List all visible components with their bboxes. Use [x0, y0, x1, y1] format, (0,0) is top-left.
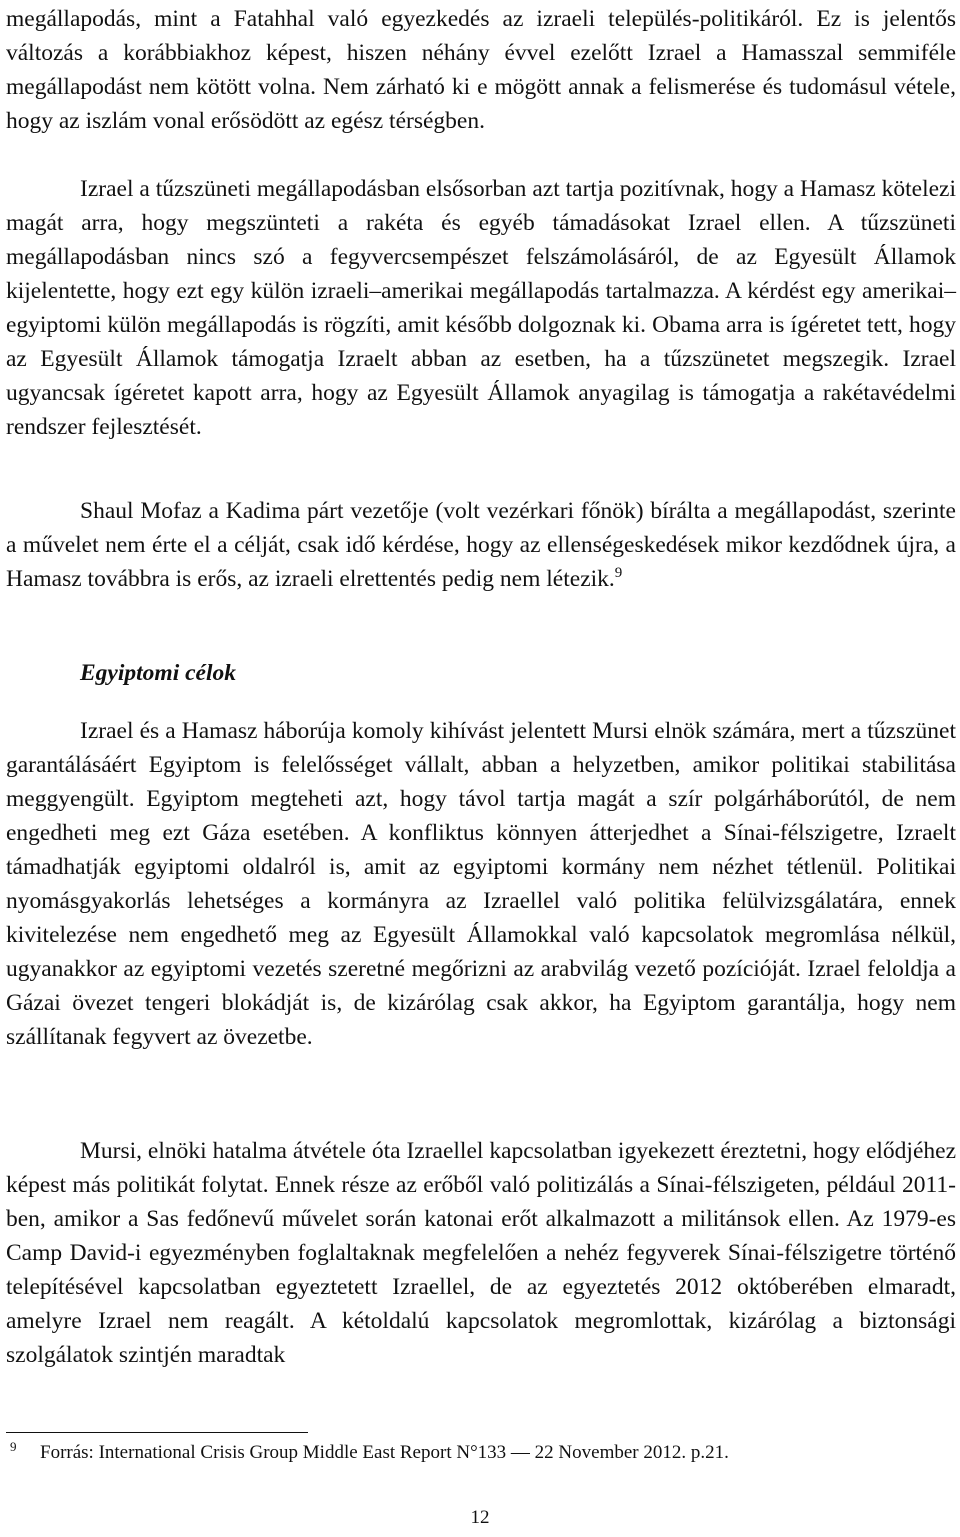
footnote-text: Forrás: International Crisis Group Middle East Report N°133 — 22 November 2012. p.21.: [40, 1442, 729, 1463]
footnote-reference: 9: [614, 565, 623, 582]
paragraph-israel-ceasefire: Izrael a tűzszüneti megállapodásban elsősorban azt tartja pozitívnak, hogy a Hamasz kötelezi magát arra, hogy megszünteti a rakéta és egyéb támadásokat Izrael ellen. A tűzszüneti megállapodásban nincs szó a fegyvercsempészet felszámolásáról, de az Egyesült Államok kijelentette, hogy ezt egy külön izraeli–amerikai megállapodás tartalmazza. A kérdést egy amerikai–egyiptomi külön megállapodás is rögzíti, amit később dolgoznak ki. Obama arra is ígéretet tett, hogy az Egyesült Államok támogatja Izraelt abban az esetben, ha a tűzszünetet megszegik. Izrael ugyancsak ígéretet kapott arra, hogy az Egyesült Államok anyagilag is támogatja a rakétavédelmi rendszer fejlesztését.: [6, 176, 956, 440]
paragraph-mofaz-criticism: [6, 494, 956, 596]
footnote-number: 9: [10, 1439, 17, 1454]
paragraph-mofaz-text: Shaul Mofaz a Kadima párt vezetője (volt vezérkari főnök) bírálta a megállapodást, szerinte a művelet nem érte el a célját, csak idő kérdése, hogy az ellenségeskedések mikor kezdődnek újra, a Hamasz továbbra is erős, az izraeli elrettentés pedig nem létezik.: [6, 498, 956, 592]
page-number: 12: [470, 1507, 490, 1528]
paragraph-mursi-policy: Mursi, elnöki hatalma átvétele óta Izraellel kapcsolatban igyekezett éreztetni, hogy elődjéhez képest más politikát folytat. Ennek része az erőből való politizálás a Sínai-félszigeten, például 2011-ben, amikor a Sas fedőnevű művelet során katonai erőt alkalmazott a militánsok ellen. Az 1979-es Camp David-i egyezményben foglaltaknak megfelelően a nehéz fegyverek Sínai-félszigetre történő telepítésével kapcsolatban egyeztetett Izraellel, de az egyeztetés 2012 októberében elmaradt, amelyre Izrael nem reagált. A kétoldalú kapcsolatok megromlottak, kizárólag a biztonsági szolgálatok szintjén maradtak: [6, 1138, 956, 1368]
footnote-separator: [6, 1432, 308, 1433]
paragraph-egypt-challenge: Izrael és a Hamasz háborúja komoly kihívást jelentett Mursi elnök számára, mert a tűzszünet garantálásáért Egyiptom is felelősséget vállalt, abban a helyzetben, amikor politikai stabilitása meggyengült. Egyiptom megteheti azt, hogy távol tartja magát a szír polgárháborútól, de nem engedheti meg ezt Gáza esetében. A konfliktus könnyen átterjedhet a Sínai-félszigetre, Izraelt támadhatják egyiptomi oldalról is, amit az egyiptomi kormány nem nézhet tétlenül. Politikai nyomásgyakorlás lehetséges a kormányra az Izraellel való politika felülvizsgálatára, ennek kivitelezése nem engedhető meg az Egyesült Államokkal való kapcsolatok megromlása nélkül, ugyanakkor az egyiptomi vezetés szeretné megőrizni az arabvilág vezető pozícióját. Izrael feloldja a Gázai övezet tengeri blokádját is, de kizárólag csak akkor, ha Egyiptom garantálja, hogy nem szállítanak fegyvert az övezetbe.: [6, 718, 956, 1050]
footnote: [6, 1438, 956, 1468]
paragraph-continuation: megállapodás, mint a Fatahhal való egyezkedés az izraeli település-politikáról. Ez is jelentős változás a korábbiakhoz képest, hiszen néhány évvel ezelőtt Izrael a Hamasszal semmiféle megállapodást nem kötött volna. Nem zárható ki e mögött annak a felismerése és tudomásul vétele, hogy az iszlám vonal erősödött az egész térségben.: [6, 6, 956, 134]
section-heading: Egyiptomi célok: [80, 660, 236, 686]
